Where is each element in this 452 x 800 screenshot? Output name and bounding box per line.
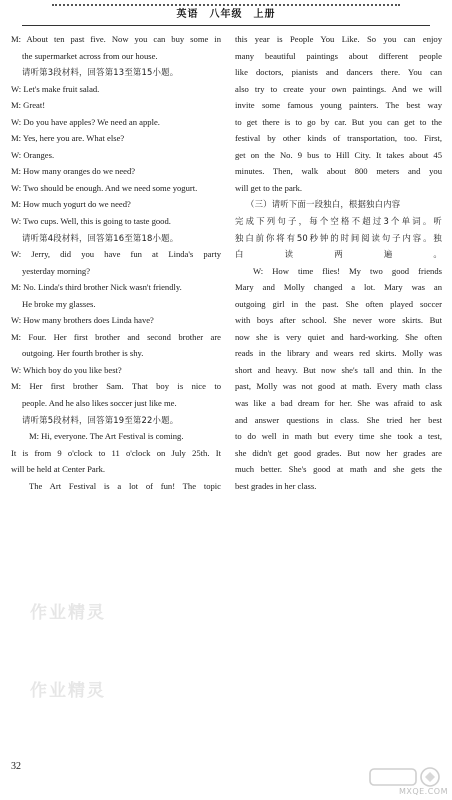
right-column-line: W: How time flies! My two good friends [253,265,442,276]
left-column-line: 请听第4段材料，回答第16至第18小题。 [22,232,179,243]
right-column-line: much better. She's good at math and she gets the [235,464,442,475]
right-column-line: reads in the library and wears red skirts. Molly was [235,348,442,359]
header-dotted-rule [52,4,400,6]
right-column-line: also try to create your own paintings. And we will [235,83,442,94]
left-column-line: M: Four. Her first brother and second brother are [11,331,221,342]
left-column-line: the supermarket across from our house. [22,50,158,61]
left-column-line: W: Do you have apples? We need an apple. [11,116,160,127]
left-column-line: The Art Festival is a lot of fun! The topic [29,480,221,491]
right-column-line: to get there is to go by car. But you can get to the [235,116,442,127]
left-column-line: W: Which boy do you like best? [11,364,122,375]
page-header [0,0,452,27]
right-column-line: festival by other kinds of transportation, too. First, [235,133,442,144]
logo-mark-icon [368,766,448,788]
right-column-line: now she is very quiet and hard-working. She often [235,331,442,342]
right-column-line: （三）请听下面一段独白，根据独白内容 [246,199,401,210]
right-column-line: she didn't get good grades. But now her grades are [235,447,442,458]
right-column-line: best grades in her class. [235,480,317,491]
right-column-line: 完成下列句子，每个空格不超过3个单词。听 [235,216,442,227]
left-column-line: outgoing. Her fourth brother is shy. [22,348,144,359]
right-column-line: like doctors, pianists and dancers there. You can [235,67,442,78]
right-column-line: many beautiful paintings about different people [235,50,442,61]
right-column-line: 独白前你将有50秒钟的时间阅读句子内容。独 [235,232,442,243]
left-column-line: M: About ten past five. Now you can buy some in [11,34,221,44]
right-column-line: this year is People You Like. So you can enjoy [235,34,442,44]
site-logo [368,766,448,796]
left-column [11,31,221,494]
left-column-line: M: Great! [11,100,46,111]
left-column-line: It is from 9 o'clock to 11 o'clock on July 25th. It [11,447,221,458]
left-column-line: will be held at Center Park. [11,464,106,475]
left-column-line: M: Yes, here you are. What else? [11,133,125,144]
left-column-line: M: Hi, everyone. The Art Festival is coming. [29,431,184,442]
watermark-upper: 作业精灵 [30,603,106,623]
right-column-line: will get to the park. [235,182,303,193]
left-column-line: M: No. Linda's third brother Nick wasn't friendly. [11,282,182,293]
right-column-line: with boys after school. She never wore skirts. But [235,315,442,326]
right-column-line: to do well in math but every time she took a test, [235,431,442,442]
right-column-line: Mary and Molly changed a lot. Mary was an [235,282,442,293]
left-column-line: W: Oranges. [11,149,55,160]
left-column-line: He broke my glasses. [22,298,96,309]
left-column-line: W: Let's make fruit salad. [11,83,100,94]
left-column-line: W: Two cups. Well, this is going to taste good. [11,216,171,227]
page-number: 32 [11,761,21,772]
left-column-line: M: How many oranges do we need? [11,166,136,177]
left-column-line: M: Her first brother Sam. That boy is nice to [11,381,221,392]
right-column-line: outgoing girl in the past. She often played soccer [235,298,442,309]
left-column-line: W: Two should be enough. And we need some yogurt. [11,182,198,193]
left-column-line: 请听第5段材料，回答第19至第22小题。 [22,414,179,425]
left-column-line: yesterday morning? [22,265,91,276]
left-column-line: W: How many brothers does Linda have? [11,315,154,326]
left-column-line: M: How much yogurt do we need? [11,199,131,210]
left-column-line: W: Jerry, did you have fun at Linda's party [11,249,221,260]
right-column-line: 白读两遍。 [235,249,442,260]
header-rule [22,25,430,26]
right-column-line: minutes. Then, walk about 800 meters and you [235,166,442,177]
right-column-line: short and heavy. But now she's tall and thin. In the [235,364,442,375]
right-column-line: get on the No. 9 bus to Hill City. It takes about 45 [235,149,442,160]
left-column-line: 请听第3段材料，回答第13至第15小题。 [22,67,179,78]
logo-text: MXQE.COM [398,787,448,796]
watermark-lower: 作业精灵 [30,681,106,701]
right-column-line: was like a bad dream for her. She was afraid to ask [235,398,442,409]
right-column-line: invite some famous young painters. The best way [235,100,442,111]
right-column [235,31,442,494]
right-column-line: and answer questions in class. She tried her best [235,414,442,425]
left-column-line: people. And he also likes soccer just like me. [22,398,177,409]
header-title: 英语 八年级 上册 [176,9,276,20]
right-column-line: past, Molly was not good at math. Every math class [235,381,442,392]
